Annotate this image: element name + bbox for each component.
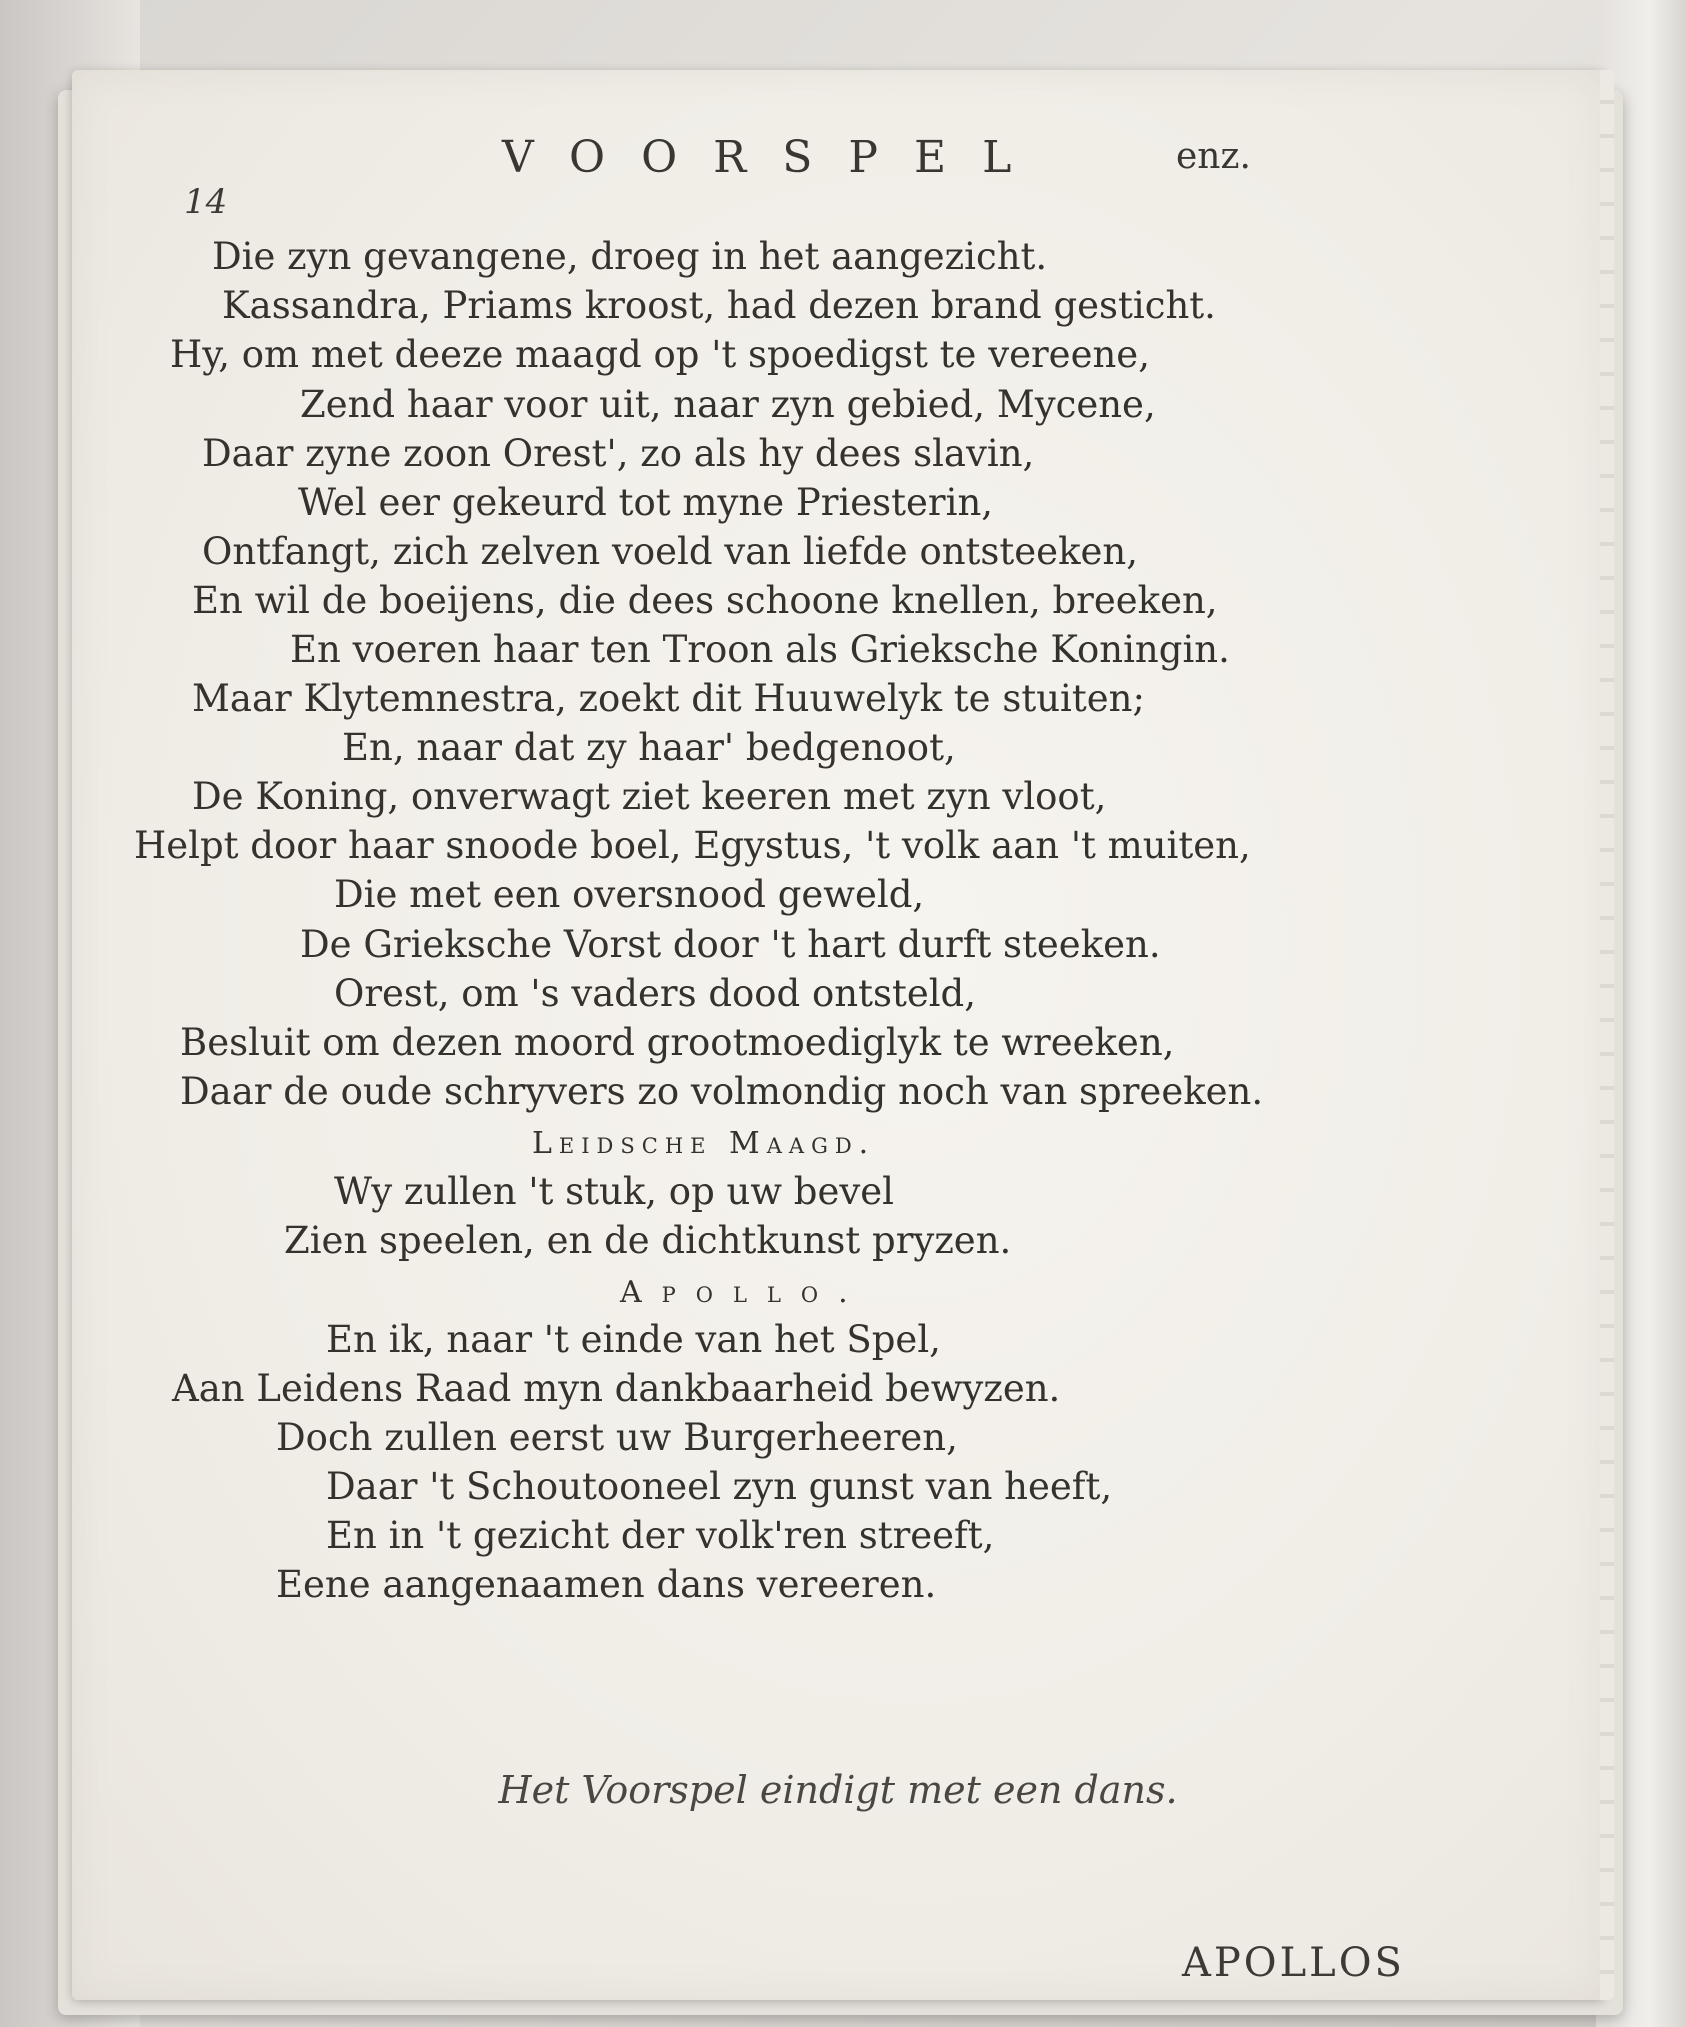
verse-line: Die zyn gevangene, droeg in het aangezicht. [212, 235, 1048, 278]
verse-line: Aan Leidens Raad myn dankbaarheid bewyzen. [172, 1367, 1061, 1410]
page-edge [1600, 70, 1614, 2000]
verse-line: Daar zyne zoon Orest', zo als hy dees slavin, [202, 432, 1035, 475]
speaker-apollo: Apollo. [620, 1275, 868, 1310]
speaker-leidsche-maagd: Leidsche Maagd. [532, 1126, 876, 1161]
verse-line: Helpt door haar snoode boel, Egystus, 't volk aan 't muiten, [134, 824, 1251, 867]
verse-line: Daar 't Schoutooneel zyn gunst van heeft, [326, 1465, 1113, 1508]
verse-line: En, naar dat zy haar' bedgenoot, [342, 726, 956, 769]
verse-line: Doch zullen eerst uw Burgerheeren, [276, 1416, 958, 1459]
verse-line: En wil de boeijens, die dees schoone knellen, breeken, [192, 579, 1218, 622]
verse-line: En voeren haar ten Troon als Grieksche Koningin. [290, 628, 1230, 671]
verse-line: Maar Klytemnestra, zoekt dit Huuwelyk te stuiten; [192, 677, 1145, 720]
verse-line: Zend haar voor uit, naar zyn gebied, Mycene, [300, 383, 1156, 426]
book-page [72, 70, 1604, 2000]
verse-line: En in 't gezicht der volk'ren streeft, [326, 1514, 995, 1557]
running-title-suffix: enz. [1176, 136, 1251, 177]
verse-line: Wel eer gekeurd tot myne Priesterin, [298, 481, 994, 524]
verse-line: Orest, om 's vaders dood ontsteld, [334, 972, 977, 1015]
verse-line: Besluit om dezen moord grootmoediglyk te wreeken, [180, 1021, 1175, 1064]
verse-line: Eene aangenaamen dans vereeren. [276, 1563, 937, 1606]
verse-line: Ontfangt, zich zelven voeld van liefde ontsteeken, [202, 530, 1138, 573]
verse-line: Die met een oversnood geweld, [334, 873, 925, 916]
stage-direction: Het Voorspel eindigt met een dans. [498, 1768, 1178, 1812]
verse-line: En ik, naar 't einde van het Spel, [326, 1318, 941, 1361]
verse-line: Zien speelen, en de dichtkunst pryzen. [284, 1219, 1012, 1262]
verse-line: De Grieksche Vorst door 't hart durft steeken. [300, 923, 1161, 966]
page-header [72, 132, 1604, 222]
verse-line: Wy zullen 't stuk, op uw bevel [334, 1170, 894, 1213]
verse-line: Kassandra, Priams kroost, had dezen brand gesticht. [222, 284, 1216, 327]
running-title: VOORSPEL [502, 132, 1048, 183]
verse-line: De Koning, onverwagt ziet keeren met zyn vloot, [192, 775, 1107, 818]
verse-line: Hy, om met deeze maagd op 't spoedigst te vereene, [170, 333, 1150, 376]
catchword: APOLLOS [1182, 1940, 1405, 1986]
page-number: 14 [184, 182, 228, 222]
verse-line: Daar de oude schryvers zo volmondig noch van spreeken. [180, 1070, 1264, 1113]
